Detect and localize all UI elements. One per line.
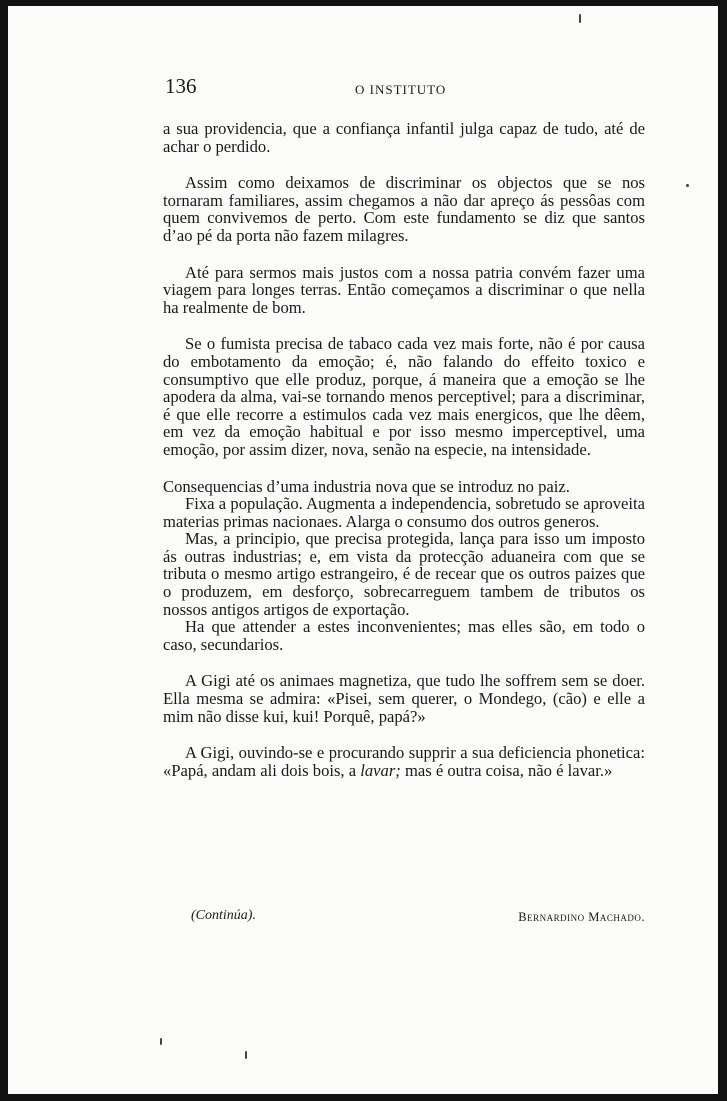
- running-head: O INSTITUTO: [355, 82, 447, 97]
- body-text: [163, 120, 645, 779]
- scan-speck: [579, 14, 581, 23]
- scan-speck: [160, 1038, 162, 1045]
- gigi-text-after: mas é outra coisa, não é lavar.»: [400, 760, 613, 780]
- page-number: 136: [165, 74, 197, 98]
- paragraph-industria-heading: Consequencias d’uma industria nova que se introduz no paiz.: [163, 476, 570, 496]
- paragraph-gigi-magnetiza: A Gigi até os animaes magnetiza, que tudo lhe soffrem sem se doer. Ella mesma se admira: «Pisei, sem querer, o Mondego, (cão) e elle a mim não disse kui, kui! Porquê, papá?»: [163, 671, 645, 726]
- gigi-text-before: A Gigi, ouvindo-se e procurando supprir a sua deficiencia phonetica: «Papá, andam ali dois bois, a: [163, 743, 645, 780]
- paragraph-populacao: Fixa a população. Augmenta a independencia, sobretudo se aproveita materias primas nacionaes. Alarga o consumo dos outros generos.: [163, 494, 645, 531]
- paragraph-gigi-phonetica: [163, 744, 645, 779]
- paragraph-principio: Mas, a principio, que precisa protegida, lança para isso um imposto ás outras industrias; e, em vista da protecção aduaneira com que se tributa o mesmo artigo estrangeiro, é de recear que os outros paizes que o produzem, em desforço, sobrecarreguem tambem de tributos os nossos antigos artigos de exportação.: [163, 529, 645, 619]
- paragraph-continued: a sua providencia, que a confiança infantil julga capaz de tudo, até de achar o perdido.: [163, 119, 645, 156]
- paragraph-patria: Até para sermos mais justos com a nossa patria convém fazer uma viagem para longes terras. Então começamos a discriminar o que nella ha realmente de bom.: [163, 262, 645, 317]
- page-footer: [163, 908, 645, 930]
- author-signature: Bernardino Machado.: [518, 910, 645, 924]
- paragraph-familiares: Assim como deixamos de discriminar os objectos que se nos tornaram familiares, assim chegamos a não dar apreço ás pessôas com quem convivemos de perto. Com este fundamento se diz que santos d’ao pé da porta não fazem milagres.: [163, 173, 645, 245]
- continua-note: (Continúa).: [191, 908, 256, 923]
- page-header: [165, 74, 645, 102]
- paragraph-fumista: Se o fumista precisa de tabaco cada vez mais forte, não é por causa do embotamento da emoção; é, não falando do effeito toxico e consumptivo que elle produz, porque, á maneira que a emoção se lhe apodera da alma, vai-se tornando menos perceptivel; para a discriminar, é que elle recorre a estimulos cada vez mais energicos, que lhe dêem, em vez da emoção habitual e por isso mesmo imperceptivel, uma emoção, por assim dizer, nova, senão na especie, na intensidade.: [163, 334, 645, 459]
- italic-lavar: lavar;: [360, 760, 401, 780]
- scan-speck: [686, 184, 689, 187]
- scan-speck: [245, 1051, 247, 1059]
- document-page: [8, 6, 718, 1094]
- paragraph-inconvenientes: Ha que attender a estes inconvenientes; mas elles são, em todo o caso, secundarios.: [163, 617, 645, 654]
